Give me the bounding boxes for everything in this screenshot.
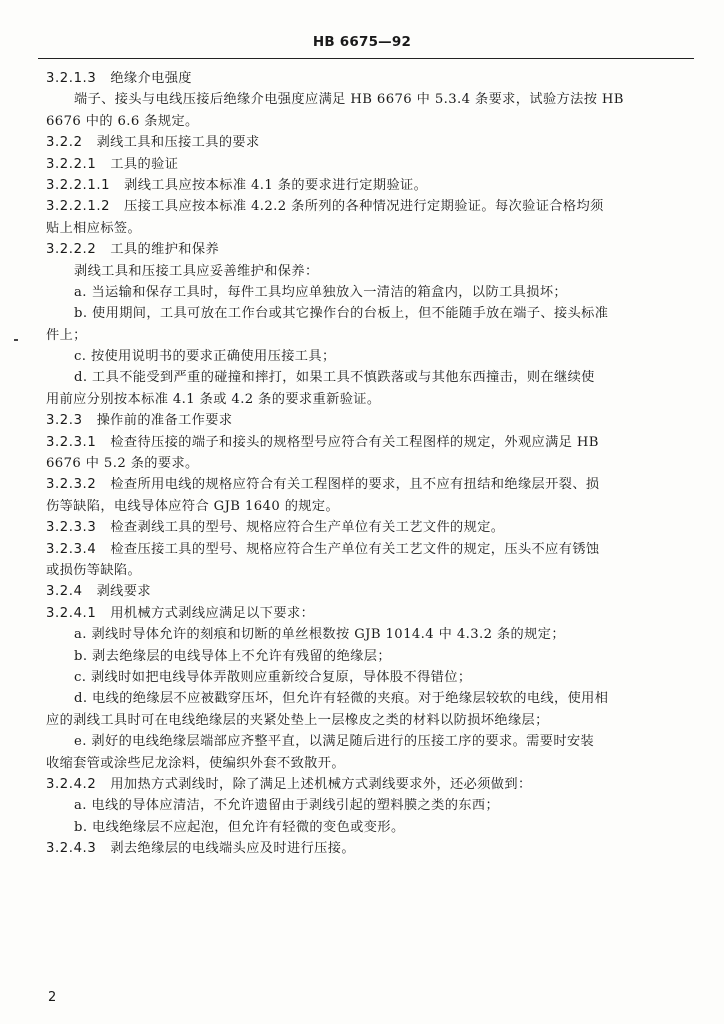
section-heading-line	[46, 774, 691, 795]
paragraph-line: b. 剥去绝缘层的电线导体上不允许有残留的绝缘层；	[74, 648, 391, 664]
section-heading-line	[46, 410, 691, 431]
header-rule	[38, 58, 694, 59]
section-number: 3.2.1.3	[46, 71, 97, 86]
document-body	[46, 68, 691, 859]
section-text: 检查所用电线的规格应符合有关工程图样的要求，且不应有扭结和绝缘层开裂、损	[110, 477, 600, 493]
section-heading-line	[46, 196, 691, 217]
continuation-line: 伤等缺陷，电线导体应符合 GJB 1640 的规定。	[46, 498, 340, 514]
section-text: 剥线要求	[96, 584, 151, 600]
section-number: 3.2.2.1.1	[46, 177, 111, 193]
section-text: 工具的验证	[110, 156, 179, 172]
section-text: 用加热方式剥线时，除了满足上述机械方式剥线要求外，还必须做到：	[110, 776, 532, 792]
page-number: 2	[48, 990, 57, 1005]
section-number: 3.2.3	[46, 413, 83, 429]
section-number: 3.2.4.1	[46, 605, 97, 621]
paragraph-line: e. 剥好的电线绝缘层端部应齐整平直，以满足随后进行的压接工序的要求。需要时安装	[74, 734, 595, 750]
paragraph-line: c. 剥线时如把电线导体弄散则应重新绞合复原，导体股不得错位；	[74, 669, 472, 685]
continuation-line: 收缩套管或涂些尼龙涂料，使编织外套不致散开。	[46, 755, 345, 771]
continuation-line: 贴上相应标签。	[46, 220, 142, 236]
paragraph-line: c. 按使用说明书的要求正确使用压接工具；	[74, 349, 336, 365]
section-heading-line	[46, 432, 691, 453]
paragraph-line: a. 当运输和保存工具时，每件工具均应单独放入一清洁的箱盒内，以防工具损坏；	[74, 284, 568, 300]
section-text: 用机械方式剥线应满足以下要求：	[110, 605, 315, 621]
paragraph-line: b. 使用期间，工具可放在工作台或其它操作台的台板上，但不能随手放在端子、接头标准	[74, 306, 609, 322]
section-text: 检查剥线工具的型号、规格应符合生产单位有关工艺文件的规定。	[110, 520, 505, 536]
section-number: 3.2.4.3	[46, 841, 97, 857]
section-heading-line	[46, 517, 691, 538]
standard-header: HB 6675—92	[312, 34, 412, 50]
section-heading-line	[46, 474, 691, 495]
continuation-line: 6676 中的 6.6 条规定。	[46, 113, 199, 129]
paragraph-line: d. 工具不能受到严重的碰撞和摔打，如果工具不慎跌落或与其他东西撞击，则在继续使	[74, 370, 595, 386]
section-heading-line	[46, 239, 691, 260]
section-heading-line	[46, 68, 691, 89]
continuation-line: 6676 中 5.2 条的要求。	[46, 456, 199, 472]
section-heading-line	[46, 838, 691, 859]
paragraph-line: 端子、接头与电线压接后绝缘介电强度应满足 HB 6676 中 5.3.4 条要求，试验方法按 HB	[74, 92, 624, 108]
section-number: 3.2.2.1	[46, 156, 97, 172]
section-heading-line	[46, 603, 691, 624]
section-number: 3.2.2.2	[46, 242, 97, 258]
paragraph-line: a. 电线的导体应清洁，不允许遗留由于剥线引起的塑料膜之类的东西；	[74, 798, 500, 814]
continuation-line: 应的剥线工具时可在电线绝缘层的夹紧处垫上一层橡皮之类的材料以防损坏绝缘层；	[46, 712, 549, 728]
section-number: 3.2.3.1	[46, 434, 97, 450]
section-text: 操作前的准备工作要求	[96, 413, 233, 429]
section-text: 剥线工具和压接工具的要求	[96, 135, 260, 151]
continuation-line: 件上；	[46, 327, 87, 343]
paragraph-line: b. 电线绝缘层不应起泡，但允许有轻微的变色或变形。	[74, 819, 405, 835]
section-text: 检查压接工具的型号、规格应符合生产单位有关工艺文件的规定，压头不应有锈蚀	[110, 541, 600, 557]
section-text: 绝缘介电强度	[110, 71, 192, 86]
section-number: 3.2.2	[46, 135, 83, 151]
paragraph-line: 剥线工具和压接工具应妥善维护和保养：	[74, 263, 319, 279]
section-number: 3.2.3.4	[46, 541, 97, 557]
section-number: 3.2.3.2	[46, 477, 97, 493]
continuation-line: 或损伤等缺陷。	[46, 562, 142, 578]
paragraph-line: d. 电线的绝缘层不应被戳穿压坏，但允许有轻微的夹痕。对于绝缘层较软的电线，使用相	[74, 691, 609, 707]
section-number: 3.2.4	[46, 584, 83, 600]
section-number: 3.2.3.3	[46, 520, 97, 536]
section-text: 剥去绝缘层的电线端头应及时进行压接。	[110, 841, 355, 857]
paragraph-line: a. 剥线时导体允许的刻痕和切断的单丝根数按 GJB 1014.4 中 4.3.2 条的规定；	[74, 627, 565, 643]
section-text: 检查待压接的端子和接头的规格型号应符合有关工程图样的规定，外观应满足 HB	[110, 434, 599, 450]
section-number: 3.2.2.1.2	[46, 199, 111, 215]
margin-mark	[14, 339, 18, 341]
section-text: 剥线工具应按本标准 4.1 条的要求进行定期验证。	[124, 177, 428, 193]
continuation-line: 用前应分别按本标准 4.1 条或 4.2 条的要求重新验证。	[46, 391, 381, 407]
section-number: 3.2.4.2	[46, 776, 97, 792]
section-heading-line	[46, 581, 691, 602]
section-heading-line	[46, 132, 691, 153]
section-heading-line	[46, 154, 691, 175]
section-heading-line	[46, 175, 691, 196]
section-text: 压接工具应按本标准 4.2.2 条所列的各种情况进行定期验证。每次验证合格均须	[124, 199, 604, 215]
section-heading-line	[46, 539, 691, 560]
section-text: 工具的维护和保养	[110, 242, 220, 258]
